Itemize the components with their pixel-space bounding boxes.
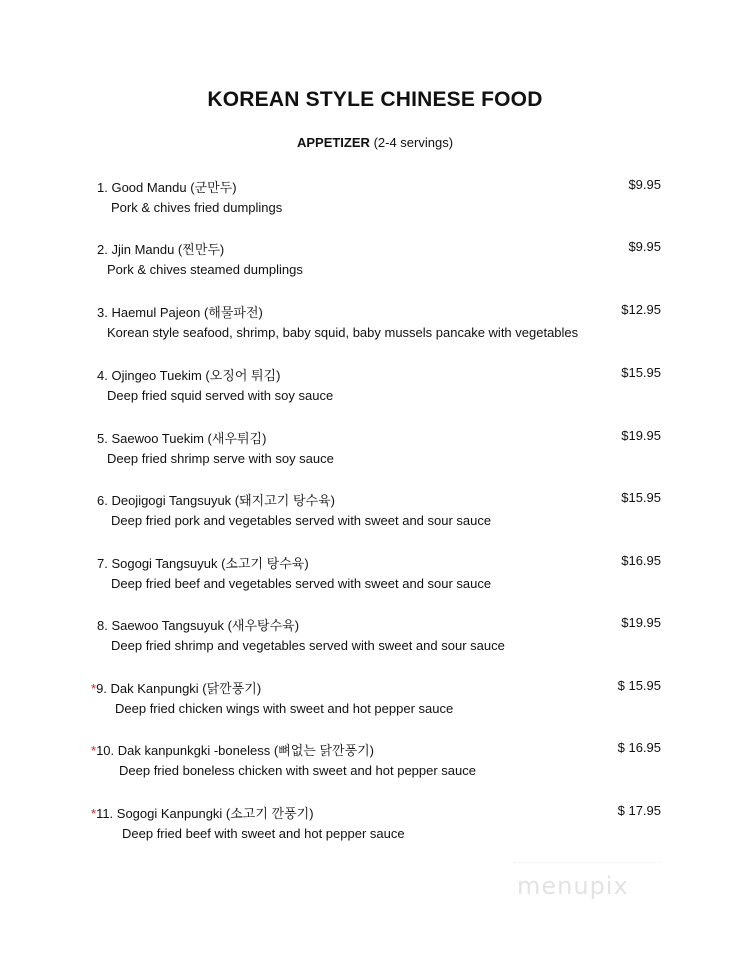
item-description: Deep fried chicken wings with sweet and hot pepper sauce: [115, 701, 454, 716]
item-name: 5. Saewoo Tuekim (새우튀김): [97, 431, 267, 446]
menu-item: [0, 803, 750, 853]
item-description: Deep fried shrimp and vegetables served with sweet and sour sauce: [111, 638, 505, 653]
item-name: *10. Dak kanpunkgki -boneless (뼈없는 닭깐풍기): [91, 743, 375, 758]
menu-item: [0, 365, 750, 415]
spicy-marker: *: [91, 681, 97, 696]
menu-item: [0, 302, 750, 352]
menu-item: [0, 177, 750, 227]
spicy-marker: *: [91, 743, 97, 758]
item-price: $19.95: [621, 615, 661, 630]
section-heading: [0, 135, 750, 150]
item-price: $16.95: [621, 553, 661, 568]
menu-item: [0, 490, 750, 540]
menu-title: KOREAN STYLE CHINESE FOOD: [207, 88, 543, 111]
item-name: *9. Dak Kanpungki (닭깐풍기): [91, 681, 262, 696]
menu-item: [0, 553, 750, 603]
item-description: Pork & chives fried dumplings: [111, 200, 283, 215]
item-description: Deep fried boneless chicken with sweet and hot pepper sauce: [119, 763, 476, 778]
spicy-marker: *: [91, 806, 97, 821]
item-price: $ 15.95: [617, 678, 661, 693]
item-name: 6. Deojigogi Tangsuyuk (돼지고기 탕수육): [97, 493, 335, 508]
item-name: 1. Good Mandu (군만두): [97, 180, 237, 195]
item-name: *11. Sogogi Kanpungki (소고기 깐풍기): [91, 806, 314, 821]
item-description: Pork & chives steamed dumplings: [107, 262, 303, 277]
menu-item: [0, 615, 750, 665]
watermark-divider: [514, 862, 662, 863]
item-price: $15.95: [621, 490, 661, 505]
item-price: $ 16.95: [617, 740, 661, 755]
item-name: 3. Haemul Pajeon (해물파전): [97, 305, 263, 320]
item-description: Deep fried beef and vegetables served with sweet and sour sauce: [111, 576, 492, 591]
item-description: Deep fried shrimp serve with soy sauce: [107, 451, 334, 466]
item-description: Korean style seafood, shrimp, baby squid, baby mussels pancake with vegetables: [107, 325, 579, 340]
section-note: (2-4 servings): [373, 135, 454, 150]
item-description: Deep fried squid served with soy sauce: [107, 388, 334, 403]
item-price: $ 17.95: [617, 803, 661, 818]
item-price: $19.95: [621, 428, 661, 443]
item-name: 8. Saewoo Tangsuyuk (새우탕수육): [97, 618, 300, 633]
item-price: $15.95: [621, 365, 661, 380]
item-description: Deep fried beef with sweet and hot pepper sauce: [122, 826, 405, 841]
item-price: $9.95: [628, 239, 661, 254]
menu-item: [0, 678, 750, 728]
item-description: Deep fried pork and vegetables served with sweet and sour sauce: [111, 513, 492, 528]
item-price: $9.95: [628, 177, 661, 192]
item-name: 7. Sogogi Tangsuyuk (소고기 탕수육): [97, 556, 309, 571]
menu-item: [0, 239, 750, 289]
section-name: APPETIZER: [296, 135, 370, 150]
item-price: $12.95: [621, 302, 661, 317]
item-name: 2. Jjin Mandu (찐만두): [97, 242, 225, 257]
menu-item: [0, 428, 750, 478]
item-name: 4. Ojingeo Tuekim (오징어 튀김): [97, 368, 281, 383]
menu-item: [0, 740, 750, 790]
watermark-logo: menupix: [517, 872, 629, 900]
